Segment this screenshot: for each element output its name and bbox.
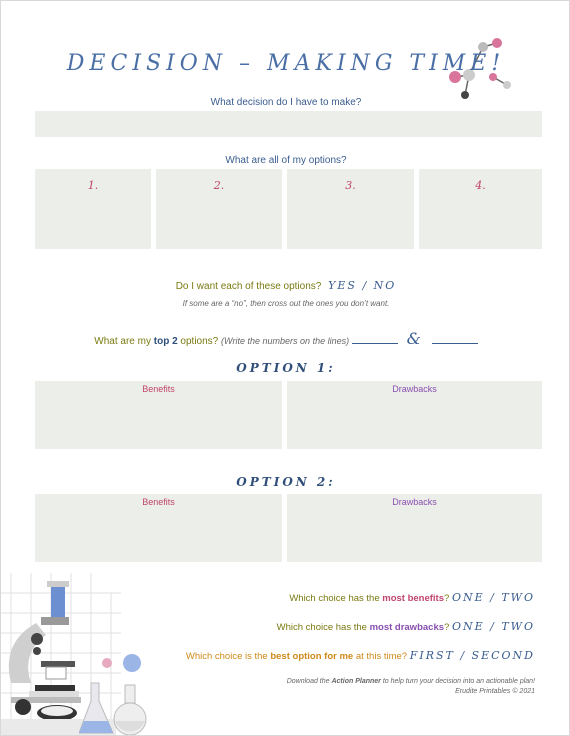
best-option-question [186, 649, 535, 662]
option-number: 2. [213, 179, 225, 192]
flask-icon [79, 681, 169, 736]
yes-no-choice[interactable]: YES / NO [328, 279, 397, 292]
best-bold: best option for me [270, 651, 354, 662]
option2-benefits-box[interactable] [35, 494, 282, 562]
option-number: 3. [345, 179, 356, 192]
drawbacks-choice[interactable]: ONE / TWO [451, 620, 535, 633]
top2-prefix: What are my [94, 336, 154, 347]
option-number: 1. [87, 179, 99, 192]
drawbacks-suffix: ? [444, 622, 450, 633]
drawbacks-label: Drawbacks [392, 497, 437, 507]
option1-drawbacks-box[interactable] [287, 381, 542, 449]
want-question-text: Do I want each of these options? [175, 281, 322, 292]
option2-drawbacks-box[interactable] [287, 494, 542, 562]
benefits-bold: most benefits [382, 593, 445, 604]
want-question [1, 279, 570, 292]
ampersand: & [406, 329, 423, 348]
drawbacks-prefix: Which choice has the [276, 622, 370, 633]
footer-line-2: Erudite Printables © 2021 [455, 688, 535, 695]
drawbacks-label: Drawbacks [392, 384, 437, 394]
decision-answer-box[interactable] [35, 111, 542, 137]
option-number: 4. [475, 179, 486, 192]
option-box-3[interactable] [287, 169, 414, 249]
option1-benefits-box[interactable] [35, 381, 282, 449]
benefits-label: Benefits [142, 497, 175, 507]
footer-suffix: to help turn your decision into an actionable plan! [380, 678, 535, 685]
top2-note: (Write the numbers on the lines) [221, 336, 350, 346]
top2-bold: top 2 [153, 336, 178, 347]
option-box-1[interactable] [35, 169, 151, 249]
best-prefix: Which choice is the [185, 651, 271, 662]
top2-line-1[interactable] [352, 335, 398, 344]
option2-title: OPTION 2: [236, 475, 336, 489]
option1-title: OPTION 1: [236, 361, 336, 375]
top2-suffix: options? [177, 336, 219, 347]
benefits-prefix: Which choice has the [289, 593, 383, 604]
want-note: If some are a “no”, then cross out the ones you don’t want. [182, 299, 390, 308]
best-suffix: at this time? [353, 651, 408, 662]
drawbacks-question [277, 620, 535, 633]
footer-prefix: Download the [286, 678, 332, 685]
option-box-2[interactable] [156, 169, 282, 249]
action-planner-link[interactable]: Action Planner [331, 678, 381, 685]
decision-question: What decision do I have to make? [210, 97, 362, 108]
best-choice[interactable]: FIRST / SECOND [409, 649, 535, 662]
options-question: What are all of my options? [225, 155, 347, 166]
page-title: DECISION – MAKING TIME! [66, 51, 506, 76]
top2-line-2[interactable] [432, 335, 478, 344]
option-box-4[interactable] [419, 169, 542, 249]
benefits-label: Benefits [142, 384, 175, 394]
benefits-choice[interactable]: ONE / TWO [451, 591, 535, 604]
footer-line-1 [287, 677, 535, 687]
drawbacks-bold: most drawbacks [369, 622, 445, 633]
benefits-question [289, 591, 535, 604]
top2-question [1, 329, 570, 348]
footer [287, 677, 535, 697]
benefits-suffix: ? [444, 593, 450, 604]
